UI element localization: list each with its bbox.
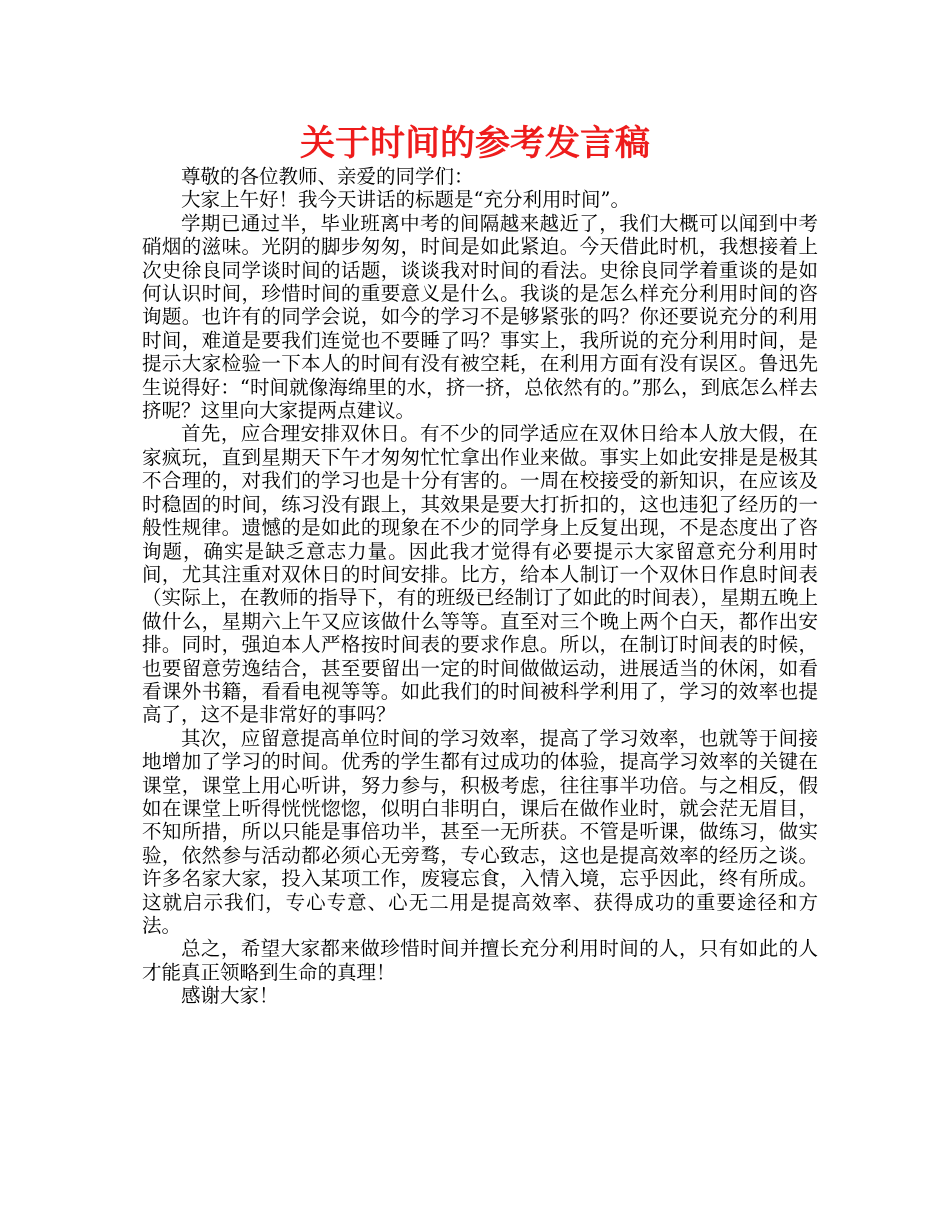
page-title: 关于时间的参考发言稿 [299,124,650,164]
conclusion-paragraph: 总之，希望大家都来做珍惜时间并擅长充分利用时间的人，只有如此的人才能真正领略到生命的真理！ [142,937,818,984]
thanks-paragraph: 感谢大家！ [181,984,279,1008]
salutation-paragraph: 尊敬的各位教师、亲爱的同学们： [181,165,474,188]
greeting-paragraph: 大家上午好！我今天讲话的标题是“充分利用时间”。 [181,188,630,212]
document-body [142,165,818,1008]
intro-paragraph: 学期已通过半，毕业班离中考的间隔越来越近了，我们大概可以闻到中考硝烟的滋味。光阴的脚步匆匆，时间是如此紧迫。今天借此时机，我想接着上次史徐良同学谈时间的话题，谈谈我对时间的看法。史徐良同学着重谈的是如何认识时间，珍惜时间的重要意义是什么。我谈的是怎么样充分利用时间的咨询题。也许有的同学会说，如今的学习不是够紧张的吗？你还要说充分的利用时间，难道是要我们连觉也不要睡了吗？事实上，我所说的充分利用时间，是提示大家检验一下本人的时间有没有被空耗，在利用方面有没有误区。鲁迅先生说得好：“时间就像海绵里的水，挤一挤，总依然有的。”那么，到底怎么样去挤呢？这里向大家提两点建议。 [142,211,818,423]
first-suggestion-paragraph: 首先，应合理安排双休日。有不少的同学适应在双休日给本人放大假，在家疯玩，直到星期天下午才匆匆忙忙拿出作业来做。事实上如此安排是是极其不合理的，对我们的学习也是十分有害的。一周在校接受的新知识，在应该及时稳固的时间，练习没有跟上，其效果是要大打折扣的，这也违犯了经历的一般性规律。遗憾的是如此的现象在不少的同学身上反复出现，不是态度出了咨询题，确实是缺乏意志力量。因此我才觉得有必要提示大家留意充分利用时间，尤其注重对双休日的时间安排。比方，给本人制订一个双休日作息时间表（实际上，在教师的指导下，有的班级已经制订了如此的时间表），星期五晚上做什么，星期六上午又应该做什么等等。直至对三个晚上两个白天，都作出安排。同时，强迫本人严格按时间表的要求作息。所以，在制订时间表的时候，也要留意劳逸结合，甚至要留出一定的时间做做运动，进展适当的休闲，如看看课外书籍，看看电视等等。如此我们的时间被科学利用了，学习的效率也提高了，这不是非常好的事吗？ [142,422,818,727]
second-suggestion-paragraph: 其次，应留意提高单位时间的学习效率，提高了学习效率，也就等于间接地增加了学习的时间。优秀的学生都有过成功的体验，提高学习效率的关键在课堂，课堂上用心听讲，努力参与，积极考虑，往往事半功倍。与之相反，假如在课堂上听得恍恍惚惚，似明白非明白，课后在做作业时，就会茫无眉目，不知所措，所以只能是事倍功半，甚至一无所获。不管是听课，做练习，做实验，依然参与活动都必须心无旁骛，专心致志，这也是提高效率的经历之谈。许多名家大家，投入某项工作，废寝忘食，入情入境，忘乎因此，终有所成。这就启示我们，专心专意、心无二用是提高效率、获得成功的重要途径和方法。 [142,726,818,937]
